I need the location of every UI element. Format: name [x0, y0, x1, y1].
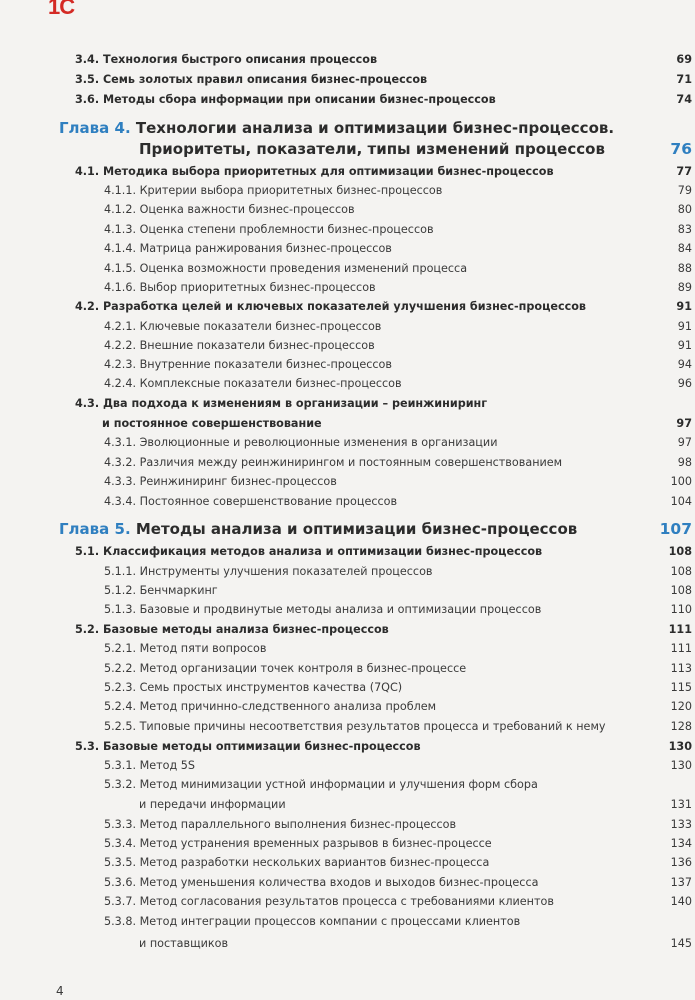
entry-title: 5.2.2. Метод организации точек контроля в бизнес-процессе	[104, 662, 467, 675]
chapter-title: Методы анализа и оптимизации бизнес-процессов	[135, 520, 578, 538]
entry-title: 3.5. Семь золотых правил описания бизнес-процессов	[75, 73, 428, 86]
entry-page: 115	[670, 681, 692, 694]
entry-title: 5.2. Базовые методы анализа бизнес-процессов	[75, 623, 389, 636]
entry-page: 91	[677, 320, 692, 333]
entry-title: 4.3.3. Реинжиниринг бизнес-процессов	[104, 475, 337, 488]
entry-title: и поставщиков	[139, 937, 229, 950]
entry-title: 5.3. Базовые методы оптимизации бизнес-процессов	[75, 740, 421, 753]
entry-title: 5.2.1. Метод пяти вопросов	[104, 642, 267, 655]
entry-page: 108	[670, 584, 692, 597]
entry-page: 107	[659, 520, 692, 538]
entry-title: 5.2.5. Типовые причины несоответствия результатов процесса и требований к нему	[104, 720, 606, 733]
entry-title: 5.3.2. Метод минимизации устной информации и улучшения форм сбора	[104, 778, 538, 791]
entry-title: 5.3.7. Метод согласования результатов процесса с требованиями клиентов	[104, 895, 554, 908]
entry-page: 108	[670, 565, 692, 578]
entry-page: 131	[670, 798, 692, 811]
entry-page: 71	[676, 73, 692, 86]
brand-logo: 1С	[48, 0, 75, 19]
entry-title: 5.1.3. Базовые и продвинутые методы анализа и оптимизации процессов	[104, 603, 542, 616]
entry-title: 4.3.2. Различия между реинжинирингом и постоянным совершенствованием	[104, 456, 563, 469]
entry-page: 128	[670, 720, 692, 733]
entry-title: 4.3. Два подхода к изменениям в организации – реинжиниринг	[75, 397, 488, 410]
entry-page: 94	[677, 358, 692, 371]
entry-page: 130	[668, 740, 692, 753]
entry-title: 4.1.4. Матрица ранжирования бизнес-процессов	[104, 242, 392, 255]
entry-page: 96	[677, 377, 692, 390]
entry-title: 4.2.3. Внутренние показатели бизнес-процессов	[104, 358, 392, 371]
entry-page: 111	[668, 623, 692, 636]
entry-page: 130	[670, 759, 692, 772]
entry-page: 74	[676, 93, 692, 106]
entry-title	[59, 118, 614, 138]
entry-title: и постоянное совершенствование	[102, 417, 322, 430]
entry-title: 5.3.1. Метод 5S	[104, 759, 195, 772]
entry-title: 3.4. Технология быстрого описания процессов	[75, 53, 378, 66]
entry-page: 76	[670, 140, 692, 158]
entry-title: 4.3.4. Постоянное совершенствование процессов	[104, 495, 398, 508]
entry-page: 84	[677, 242, 692, 255]
entry-title: Приоритеты, показатели, типы изменений процессов	[139, 140, 605, 158]
entry-title: 5.3.6. Метод уменьшения количества входов и выходов бизнес-процесса	[104, 876, 539, 889]
entry-title: 5.1.1. Инструменты улучшения показателей процессов	[104, 565, 433, 578]
entry-page: 91	[676, 300, 692, 313]
entry-title: 4.1.1. Критерии выбора приоритетных бизнес-процессов	[104, 184, 443, 197]
entry-page: 77	[676, 165, 692, 178]
entry-title: 4.2.2. Внешние показатели бизнес-процессов	[104, 339, 375, 352]
entry-page: 113	[670, 662, 692, 675]
entry-title: 5.2.3. Семь простых инструментов качества (7QC)	[104, 681, 403, 694]
entry-page: 98	[677, 456, 692, 469]
entry-title: 4.1.5. Оценка возможности проведения изменений процесса	[104, 262, 468, 275]
entry-title: и передачи информации	[139, 798, 286, 811]
entry-title: 5.1. Классификация методов анализа и оптимизации бизнес-процессов	[75, 545, 543, 558]
entry-page: 83	[677, 223, 692, 236]
entry-title: 4.2. Разработка целей и ключевых показателей улучшения бизнес-процессов	[75, 300, 587, 313]
entry-title: 3.6. Методы сбора информации при описании бизнес-процессов	[75, 93, 496, 106]
entry-page: 97	[676, 417, 692, 430]
entry-page: 145	[670, 937, 692, 950]
entry-title: 5.3.3. Метод параллельного выполнения бизнес-процессов	[104, 818, 457, 831]
entry-page: 97	[677, 436, 692, 449]
chapter-label: Глава 5.	[59, 520, 131, 538]
entry-page: 133	[670, 818, 692, 831]
entry-title: 4.1.2. Оценка важности бизнес-процессов	[104, 203, 355, 216]
entry-page: 111	[670, 642, 692, 655]
entry-page: 134	[670, 837, 692, 850]
entry-title: 5.3.8. Метод интеграции процессов компании с процессами клиентов	[104, 915, 521, 928]
entry-title: 4.1.6. Выбор приоритетных бизнес-процессов	[104, 281, 376, 294]
entry-title: 4.1. Методика выбора приоритетных для оптимизации бизнес-процессов	[75, 165, 554, 178]
chapter-title: Технологии анализа и оптимизации бизнес-процессов.	[135, 119, 615, 137]
entry-page: 89	[677, 281, 692, 294]
entry-page: 136	[670, 856, 692, 869]
entry-title: 4.2.1. Ключевые показатели бизнес-процессов	[104, 320, 382, 333]
entry-page: 137	[670, 876, 692, 889]
entry-page: 100	[670, 475, 692, 488]
entry-page: 88	[677, 262, 692, 275]
entry-title: 4.2.4. Комплексные показатели бизнес-процессов	[104, 377, 402, 390]
entry-title	[59, 519, 577, 539]
entry-title: 4.1.3. Оценка степени проблемности бизнес-процессов	[104, 223, 434, 236]
entry-page: 108	[668, 545, 692, 558]
entry-page: 120	[670, 700, 692, 713]
entry-page: 91	[677, 339, 692, 352]
entry-page: 104	[670, 495, 692, 508]
entry-page: 80	[677, 203, 692, 216]
entry-page: 79	[677, 184, 692, 197]
entry-page: 140	[670, 895, 692, 908]
chapter-label: Глава 4.	[59, 119, 131, 137]
page-number: 4	[56, 984, 64, 998]
entry-page: 69	[676, 53, 692, 66]
entry-title: 4.3.1. Эволюционные и революционные изменения в организации	[104, 436, 498, 449]
entry-title: 5.3.5. Метод разработки нескольких вариантов бизнес-процесса	[104, 856, 490, 869]
entry-title: 5.1.2. Бенчмаркинг	[104, 584, 218, 597]
entry-title: 5.3.4. Метод устранения временных разрывов в бизнес-процессе	[104, 837, 492, 850]
entry-title: 5.2.4. Метод причинно-следственного анализа проблем	[104, 700, 437, 713]
entry-page: 110	[670, 603, 692, 616]
